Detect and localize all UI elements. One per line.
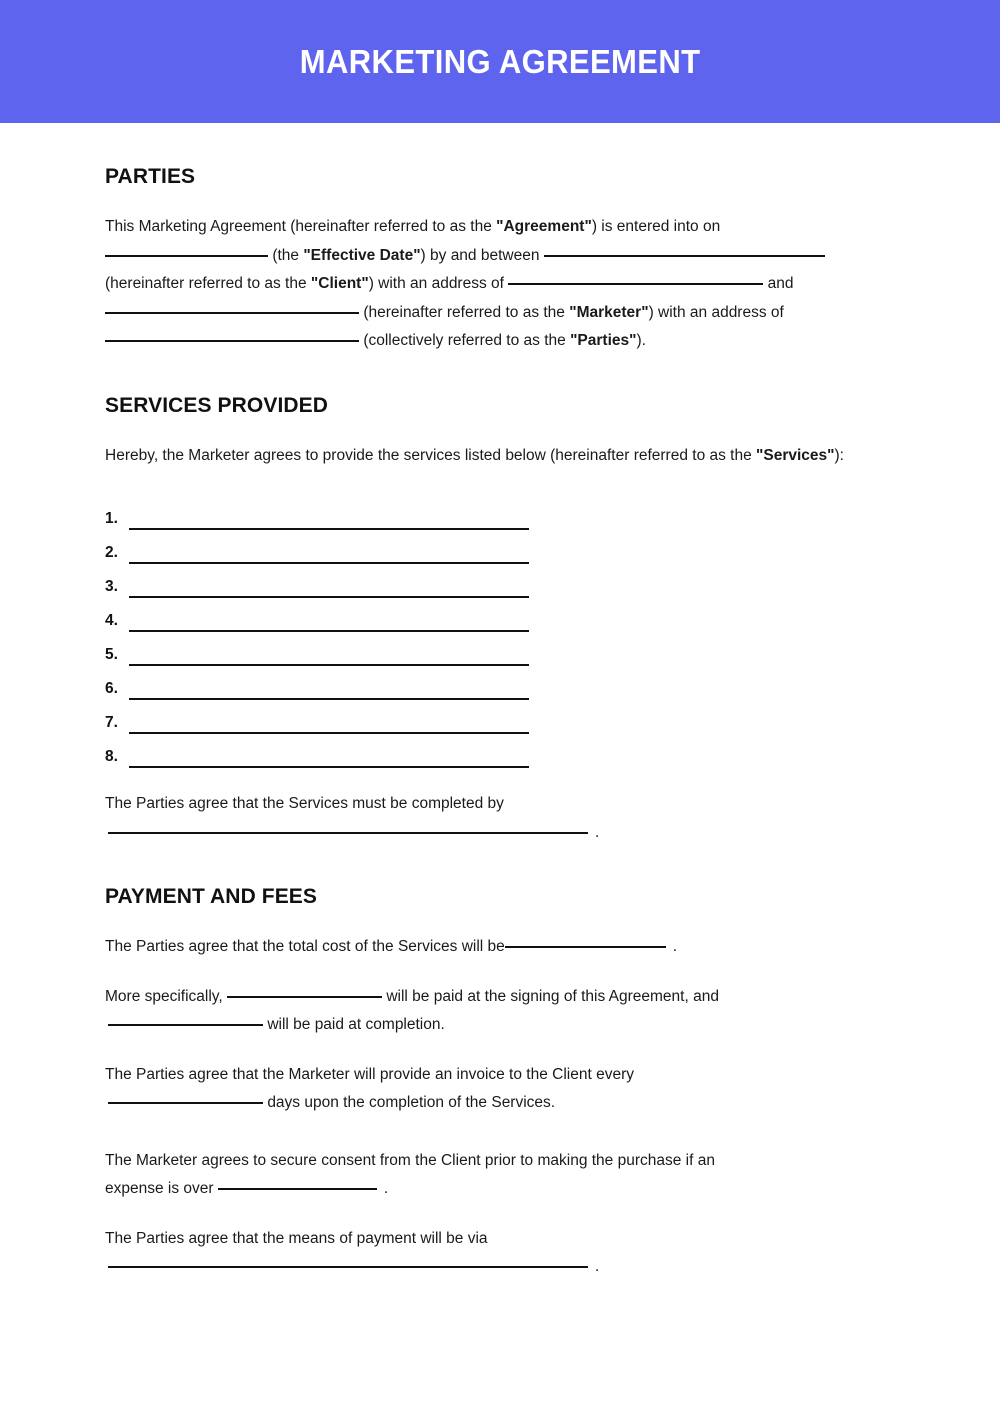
services-blank-list [105, 496, 895, 768]
list-item [105, 564, 895, 598]
list-item [105, 632, 895, 666]
document-body [0, 123, 1000, 1282]
section-heading-parties: PARTIES [105, 165, 196, 188]
blank-service-7[interactable] [129, 717, 529, 734]
section-heading-services-provided: SERVICES PROVIDED [105, 393, 329, 417]
blank-service-1[interactable] [129, 513, 529, 530]
blank-service-3[interactable] [129, 581, 529, 598]
list-item-number: 5. [105, 646, 118, 663]
payment-p1-period: . [672, 938, 678, 955]
payment-p1-text: The Parties agree that the total cost of the Services will be [105, 938, 505, 955]
payment-p4-period: . [383, 1180, 389, 1197]
spacer [105, 356, 895, 394]
blank-client-name[interactable] [544, 244, 825, 257]
term-marketer: "Marketer" [569, 303, 649, 321]
blank-invoice-days[interactable] [108, 1091, 263, 1104]
blank-effective-date[interactable] [105, 244, 268, 257]
spacer [105, 962, 895, 983]
spacer [105, 418, 895, 442]
term-services: "Services" [756, 446, 835, 464]
services-completion-text: The Parties agree that the Services must be completed by [105, 795, 504, 812]
payment-p2-a: More specifically, [105, 987, 223, 1005]
parties-line4-a: (hereinafter referred to as the [363, 303, 570, 321]
list-item [105, 496, 895, 530]
blank-service-6[interactable] [129, 683, 529, 700]
document-title: MARKETING AGREEMENT [299, 42, 701, 80]
services-intro-paragraph [105, 442, 895, 471]
list-item-number: 2. [105, 544, 118, 561]
services-intro-b: ): [834, 446, 844, 464]
term-effective-date: "Effective Date" [303, 246, 421, 264]
payment-p2-b: will be paid at the signing of this Agreement, and [386, 987, 719, 1005]
spacer [105, 909, 895, 933]
blank-expense-limit[interactable] [218, 1177, 377, 1190]
parties-line2-b: ) by and between [420, 246, 540, 264]
list-item-number: 1. [105, 510, 118, 527]
blank-marketer-name[interactable] [105, 301, 359, 314]
blank-total-cost[interactable] [505, 935, 666, 948]
payment-p5-period: . [595, 1258, 600, 1275]
payment-p2-c: will be paid at completion. [267, 1016, 445, 1033]
blank-marketer-address[interactable] [105, 329, 359, 342]
blank-service-5[interactable] [129, 649, 529, 666]
list-item-number: 3. [105, 578, 118, 595]
payment-p4-a: The Marketer agrees to secure consent from the Client prior to making the purchase if an [105, 1151, 715, 1169]
spacer [105, 847, 895, 885]
blank-completion-date[interactable] [108, 821, 588, 834]
parties-line5-b: ). [636, 332, 646, 349]
parties-line3-b: ) with an address of [368, 275, 504, 292]
term-client: "Client" [310, 275, 369, 292]
spacer [105, 189, 895, 213]
parties-line5-a: (collectively referred to as the [363, 332, 571, 349]
payment-p3-a: The Parties agree that the Marketer will provide an invoice to the Client every [105, 1065, 634, 1083]
list-item-number: 4. [105, 612, 118, 629]
list-item [105, 530, 895, 564]
payment-schedule-paragraph [105, 983, 895, 1040]
blank-payment-means[interactable] [108, 1255, 588, 1268]
blank-signing-payment[interactable] [227, 985, 382, 998]
list-item [105, 700, 895, 734]
parties-line3-a: (hereinafter referred to as the [105, 275, 311, 292]
list-item-number: 6. [105, 680, 118, 697]
payment-p4-b: expense is over [105, 1180, 214, 1197]
list-item-number: 8. [105, 748, 118, 765]
payment-p5-a: The Parties agree that the means of payment will be via [105, 1229, 488, 1247]
parties-line4-b: ) with an address of [648, 303, 784, 321]
spacer [105, 1118, 895, 1147]
list-item [105, 666, 895, 700]
services-completion-paragraph [105, 790, 895, 847]
parties-line1-end: ) is entered into on [591, 218, 721, 235]
list-item-number: 7. [105, 714, 118, 731]
blank-service-8[interactable] [129, 751, 529, 768]
blank-client-address[interactable] [508, 272, 763, 285]
parties-paragraph [105, 213, 895, 356]
payment-consent-paragraph [105, 1147, 895, 1204]
document-header-banner [0, 0, 1000, 123]
term-agreement: "Agreement" [496, 218, 592, 235]
completion-period: . [595, 823, 600, 841]
parties-line1-text: This Marketing Agreement (hereinafter referred to as the [105, 218, 497, 235]
blank-service-2[interactable] [129, 547, 529, 564]
services-intro-a: Hereby, the Marketer agrees to provide the services listed below (hereinafter referred to as the [105, 446, 757, 464]
spacer [105, 768, 895, 790]
blank-service-4[interactable] [129, 615, 529, 632]
section-heading-payment-and-fees: PAYMENT AND FEES [105, 885, 318, 908]
payment-total-cost-paragraph [105, 933, 895, 962]
list-item [105, 598, 895, 632]
payment-p3-b: days upon the completion of the Services. [267, 1094, 556, 1111]
parties-line3-c: and [767, 275, 794, 292]
payment-invoice-paragraph [105, 1061, 895, 1118]
spacer [105, 1040, 895, 1061]
parties-line2-a: (the [272, 246, 304, 264]
spacer [105, 1204, 895, 1225]
blank-completion-payment[interactable] [108, 1013, 263, 1026]
payment-means-paragraph [105, 1225, 895, 1282]
list-item [105, 734, 895, 768]
term-parties: "Parties" [570, 332, 637, 349]
